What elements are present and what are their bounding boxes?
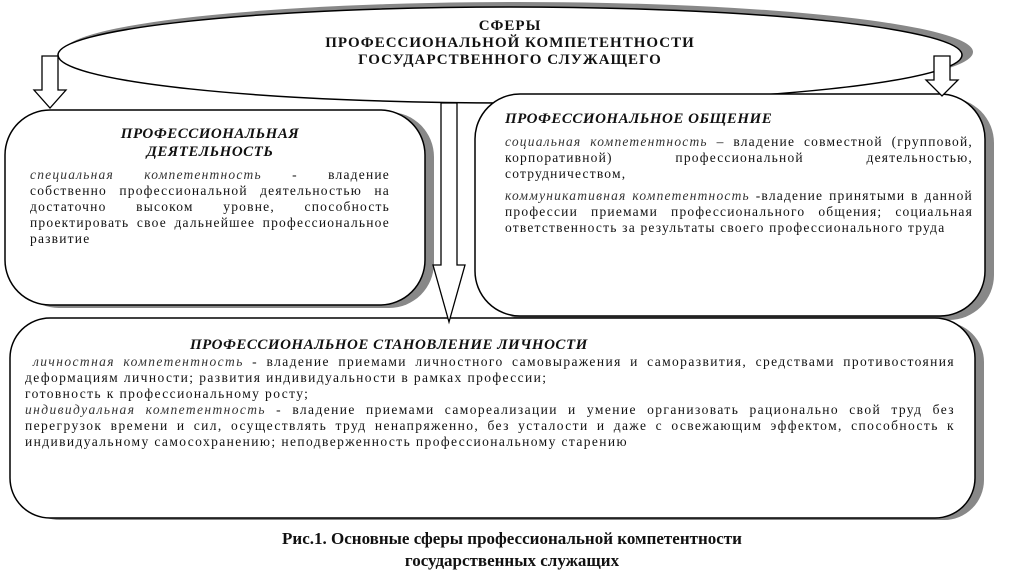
right-box-content [505,110,973,236]
center-arrow-icon [433,103,465,322]
term: специальная компетентность [30,167,262,182]
bottom-title: ПРОФЕССИОНАЛЬНОЕ СТАНОВЛЕНИЕ ЛИЧНОСТИ [190,337,588,353]
term: индивидуальная компетентность [25,402,266,417]
caption: государственных служащих [404,551,620,570]
caption: Рис.1. Основные сферы профессиональной компетентности [282,529,742,548]
definition: - владение приемами личностного самовыражения и саморазвития, средствами противостояния деформациям личности; развития индивидуальности в рамках профессии; [25,354,955,385]
left-title: ДЕЯТЕЛЬНОСТЬ [146,144,274,160]
term: коммуникативная компетентность [505,188,750,203]
term: личностная компетентность [33,354,244,369]
left-arrow-icon [34,56,66,108]
top-title [200,18,820,69]
bottom-box-content [25,336,955,450]
left-box-content [30,125,390,247]
term: социальная компетентность [505,134,708,149]
definition: – владение совместной (групповой, корпоративной) профессиональной деятельностью, сотрудничеством, [505,134,974,181]
title-line: ПРОФЕССИОНАЛЬНОЙ КОМПЕТЕНТНОСТИ [325,35,695,51]
right-title: ПРОФЕССИОНАЛЬНОЕ ОБЩЕНИЕ [505,111,773,127]
definition: готовность к профессиональному росту; [25,386,310,401]
title-line: ГОСУДАРСТВЕННОГО СЛУЖАЩЕГО [358,52,662,68]
definition: -владение принятыми в данной профессии приемами профессионального общения; социальная ответственность за результаты своего профессионального труда [505,188,973,235]
title-line: СФЕРЫ [478,18,542,34]
left-title: ПРОФЕССИОНАЛЬНАЯ [120,126,300,142]
definition: - владение приемами самореализации и умение организовать рационально свой труд без перегрузок времени и сил, осуществлять труд ненапряженно, без усталости и даже с освежающим эффектом, способность к индивидуальному самосохранению; неподверженность профессиональному старению [25,402,955,449]
definition: - владение собственно профессиональной деятельностью на достаточно высоком уровне, способность проектировать свое дальнейшее профессиональное развитие [30,167,390,246]
